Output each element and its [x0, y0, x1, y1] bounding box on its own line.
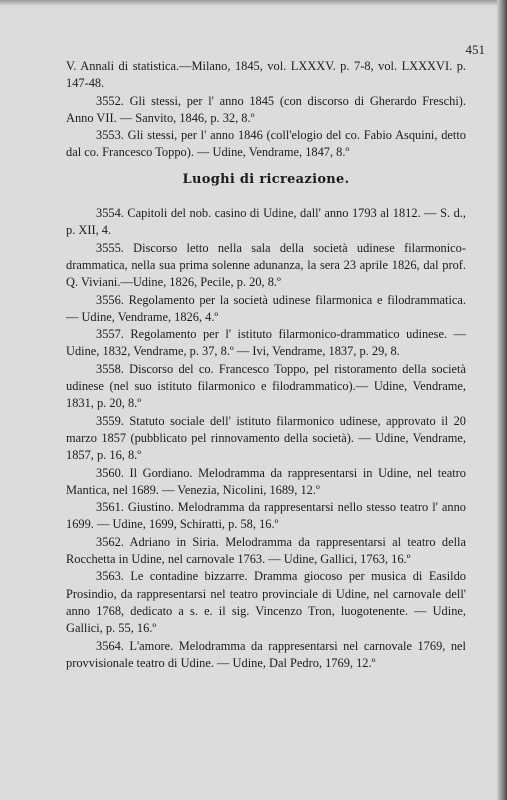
entry-3555: 3555. Discorso letto nella sala della società udinese filarmonico-drammatica, nella sua prima solenne adunanza, la sera 23 aprile 1826, dal prof. Q. Viviani.—Udine, 1826, Pecile, p. 20, 8.º: [66, 240, 466, 290]
entry-continuation: V. Annali di statistica.—Milano, 1845, vol. LXXXV. p. 7-8, vol. LXXXVI. p. 147-48.: [66, 59, 466, 91]
entry-3559: 3559. Statuto sociale dell' istituto filarmonico udinese, approvato il 20 marzo 1857 (pubblicato pel rinnovamento della società). — Udine, Vendrame, 1857, p. 16, 8.º: [66, 413, 466, 463]
page-number: 451: [465, 42, 485, 57]
entry-3564: 3564. L'amore. Melodramma da rappresentarsi nel carnovale 1769, nel provvisionale teatro di Udine. — Udine, Dal Pedro, 1769, 12.º: [66, 638, 466, 670]
entry-3563: 3563. Le contadine bizzarre. Dramma giocoso per musica di Easildo Prosindio, da rappresentarsi nel teatro provinciale di Udine, nel carnovale dell' anno 1768, dedicato a s. e. il sig. Vincenzo Tron, luogotenente. — Udine, Gallici, p. 55, 16.º: [66, 569, 466, 636]
entry-3561: 3561. Giustino. Melodramma da rappresentarsi nello stesso teatro l' anno 1699. — Udine, 1699, Schiratti, p. 58, 16.º: [66, 500, 466, 532]
section-title: Luoghi di ricreazione.: [182, 171, 350, 187]
entry-3557: 3557. Regolamento per l' istituto filarmonico-drammatico udinese. — Udine, 1832, Vendrame, p. 37, 8.º — Ivi, Vendrame, 1837, p. 29, 8.: [66, 327, 466, 359]
page-right-edge: [497, 0, 507, 800]
entry-3552: 3552. Gli stessi, per l' anno 1845 (con discorso di Gherardo Freschi). Anno VII. — Sanvito, 1846, p. 32, 8.º: [66, 93, 466, 125]
page-top-shadow: [0, 0, 507, 6]
page-text: [66, 58, 466, 672]
entry-3553: 3553. Gli stessi, per l' anno 1846 (coll'elogio del co. Fabio Asquini, detto dal co. Francesco Toppo). — Udine, Vendrame, 1847, 8.º: [66, 128, 466, 160]
entry-3562: 3562. Adriano in Siria. Melodramma da rappresentarsi al teatro della Rocchetta in Udine, nel carnovale 1763. — Udine, Gallici, 1763, 16.º: [66, 534, 466, 567]
entry-3554: 3554. Capitoli del nob. casino di Udine, dall' anno 1793 al 1812. — S. d., p. XII, 4.: [66, 206, 466, 238]
entry-3556: 3556. Regolamento per la società udinese filarmonica e filodrammatica. — Udine, Vendrame, 1826, 4.º: [66, 292, 466, 324]
entry-3558: 3558. Discorso del co. Francesco Toppo, pel ristoramento della società udinese (nel suo istituto filarmonico e filodrammatico).— Udine, Vendrame, 1831, p. 20, 8.º: [66, 361, 466, 411]
entry-3560: 3560. Il Gordiano. Melodramma da rappresentarsi in Udine, nel teatro Mantica, nel 1689. — Venezia, Nicolini, 1689, 12.º: [66, 465, 466, 497]
